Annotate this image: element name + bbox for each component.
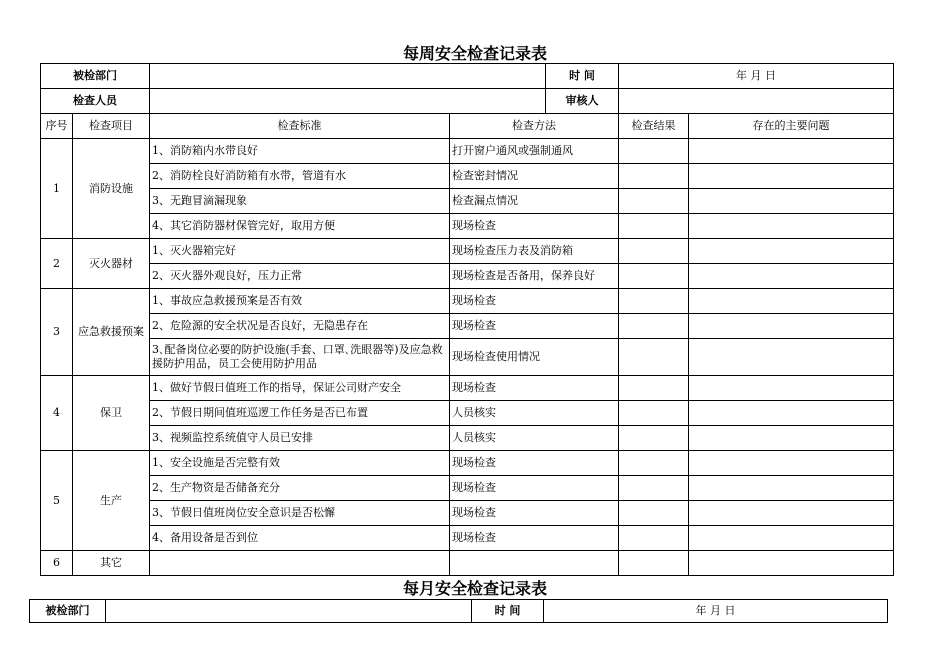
header-method: 检查方法 xyxy=(450,114,619,139)
row-number: 3 xyxy=(41,289,73,376)
issues-cell[interactable] xyxy=(689,139,894,164)
table-row xyxy=(41,214,894,239)
table-row xyxy=(41,551,894,576)
check-standard: 4、其它消防器材保管完好，取用方便 xyxy=(150,214,450,239)
check-result-cell[interactable] xyxy=(619,264,689,289)
issues-cell[interactable] xyxy=(689,314,894,339)
monthly-inspection-table xyxy=(29,599,888,623)
check-result-cell[interactable] xyxy=(619,451,689,476)
check-standard: 2、灭火器外观良好，压力正常 xyxy=(150,264,450,289)
header-issues: 存在的主要问题 xyxy=(689,114,894,139)
table-row xyxy=(41,526,894,551)
header-no: 序号 xyxy=(41,114,73,139)
check-method: 现场检查使用情况 xyxy=(450,339,619,376)
check-method: 现场检查 xyxy=(450,526,619,551)
row-number: 1 xyxy=(41,139,73,239)
issues-cell[interactable] xyxy=(689,501,894,526)
issues-cell[interactable] xyxy=(689,289,894,314)
check-result-cell[interactable] xyxy=(619,501,689,526)
check-standard: 1、消防箱内水带良好 xyxy=(150,139,450,164)
check-item: 其它 xyxy=(73,551,150,576)
check-item: 应急救援预案 xyxy=(73,289,150,376)
check-method: 现场检查是否备用，保养良好 xyxy=(450,264,619,289)
table-row xyxy=(41,164,894,189)
table-row xyxy=(41,401,894,426)
header-standard: 检查标准 xyxy=(150,114,450,139)
table-row xyxy=(41,139,894,164)
check-method: 检查密封情况 xyxy=(450,164,619,189)
table-row xyxy=(41,189,894,214)
monthly-time-label: 时 间 xyxy=(472,600,544,623)
check-method: 现场检查 xyxy=(450,314,619,339)
row-number: 4 xyxy=(41,376,73,451)
check-item: 消防设施 xyxy=(73,139,150,239)
check-method xyxy=(450,551,619,576)
check-result-cell[interactable] xyxy=(619,401,689,426)
table-row xyxy=(41,426,894,451)
header-item: 检查项目 xyxy=(73,114,150,139)
check-item: 保卫 xyxy=(73,376,150,451)
reviewer-label: 审核人 xyxy=(546,89,619,114)
check-method: 现场检查 xyxy=(450,451,619,476)
issues-cell[interactable] xyxy=(689,339,894,376)
date-value[interactable]: 年 月 日 xyxy=(619,64,894,89)
monthly-dept-label: 被检部门 xyxy=(30,600,106,623)
table-row xyxy=(41,314,894,339)
table-row xyxy=(41,289,894,314)
row-number: 2 xyxy=(41,239,73,289)
reviewer-value[interactable] xyxy=(619,89,894,114)
check-standard xyxy=(150,551,450,576)
check-method: 人员核实 xyxy=(450,426,619,451)
check-standard: 3､配备岗位必要的防护设施(手套、口罩､洗眼器等)及应急救援防护用品，员工会使用防护用品 xyxy=(150,339,450,376)
check-method: 现场检查 xyxy=(450,289,619,314)
monthly-dept-value[interactable] xyxy=(106,600,472,623)
issues-cell[interactable] xyxy=(689,239,894,264)
row-number: 6 xyxy=(41,551,73,576)
check-standard: 3、节假日值班岗位安全意识是否松懈 xyxy=(150,501,450,526)
check-method: 人员核实 xyxy=(450,401,619,426)
time-label: 时 间 xyxy=(546,64,619,89)
check-method: 现场检查 xyxy=(450,476,619,501)
check-result-cell[interactable] xyxy=(619,426,689,451)
check-standard: 2、生产物资是否储备充分 xyxy=(150,476,450,501)
issues-cell[interactable] xyxy=(689,476,894,501)
issues-cell[interactable] xyxy=(689,451,894,476)
check-result-cell[interactable] xyxy=(619,476,689,501)
monthly-date-value[interactable]: 年 月 日 xyxy=(544,600,888,623)
check-standard: 1、做好节假日值班工作的指导，保证公司财产安全 xyxy=(150,376,450,401)
check-result-cell[interactable] xyxy=(619,139,689,164)
check-method: 现场检查 xyxy=(450,214,619,239)
check-method: 现场检查 xyxy=(450,376,619,401)
check-method: 现场检查 xyxy=(450,501,619,526)
table-row xyxy=(41,339,894,376)
weekly-inspection-table xyxy=(40,63,894,576)
check-item: 灭火器材 xyxy=(73,239,150,289)
table-row xyxy=(41,501,894,526)
issues-cell[interactable] xyxy=(689,214,894,239)
check-result-cell[interactable] xyxy=(619,289,689,314)
row-number: 5 xyxy=(41,451,73,551)
table-row xyxy=(41,451,894,476)
check-item: 生产 xyxy=(73,451,150,551)
check-standard: 1、事故应急救援预案是否有效 xyxy=(150,289,450,314)
issues-cell[interactable] xyxy=(689,401,894,426)
dept-label: 被检部门 xyxy=(41,64,150,89)
check-result-cell[interactable] xyxy=(619,189,689,214)
check-method: 现场检查压力表及消防箱 xyxy=(450,239,619,264)
check-method: 打开窗户通风或强制通风 xyxy=(450,139,619,164)
check-standard: 3、视频监控系统值守人员已安排 xyxy=(150,426,450,451)
check-result-cell[interactable] xyxy=(619,339,689,376)
table-row xyxy=(41,376,894,401)
check-result-cell[interactable] xyxy=(619,526,689,551)
inspector-value[interactable] xyxy=(150,89,546,114)
check-result-cell[interactable] xyxy=(619,164,689,189)
check-standard: 2、节假日期间值班巡逻工作任务是否已布置 xyxy=(150,401,450,426)
header-result: 检查结果 xyxy=(619,114,689,139)
check-standard: 4、备用设备是否到位 xyxy=(150,526,450,551)
table-row xyxy=(41,239,894,264)
issues-cell[interactable] xyxy=(689,526,894,551)
issues-cell[interactable] xyxy=(689,376,894,401)
check-result-cell[interactable] xyxy=(619,314,689,339)
check-method: 检查漏点情况 xyxy=(450,189,619,214)
weekly-title: 每周安全检查记录表 xyxy=(402,44,547,63)
check-result-cell[interactable] xyxy=(619,551,689,576)
monthly-title: 每月安全检查记录表 xyxy=(402,579,547,598)
check-result-cell[interactable] xyxy=(619,376,689,401)
dept-value[interactable] xyxy=(150,64,546,89)
issues-cell[interactable] xyxy=(689,164,894,189)
check-standard: 2、危险源的安全状况是否良好，无隐患存在 xyxy=(150,314,450,339)
issues-cell[interactable] xyxy=(689,551,894,576)
issues-cell[interactable] xyxy=(689,189,894,214)
inspector-label: 检查人员 xyxy=(41,89,150,114)
check-result-cell[interactable] xyxy=(619,214,689,239)
check-standard: 2、消防栓良好消防箱有水带，管道有水 xyxy=(150,164,450,189)
table-row xyxy=(41,264,894,289)
table-row xyxy=(41,476,894,501)
issues-cell[interactable] xyxy=(689,264,894,289)
check-standard: 3、无跑冒滴漏现象 xyxy=(150,189,450,214)
check-result-cell[interactable] xyxy=(619,239,689,264)
check-standard: 1、灭火器箱完好 xyxy=(150,239,450,264)
check-standard: 1、安全设施是否完整有效 xyxy=(150,451,450,476)
issues-cell[interactable] xyxy=(689,426,894,451)
